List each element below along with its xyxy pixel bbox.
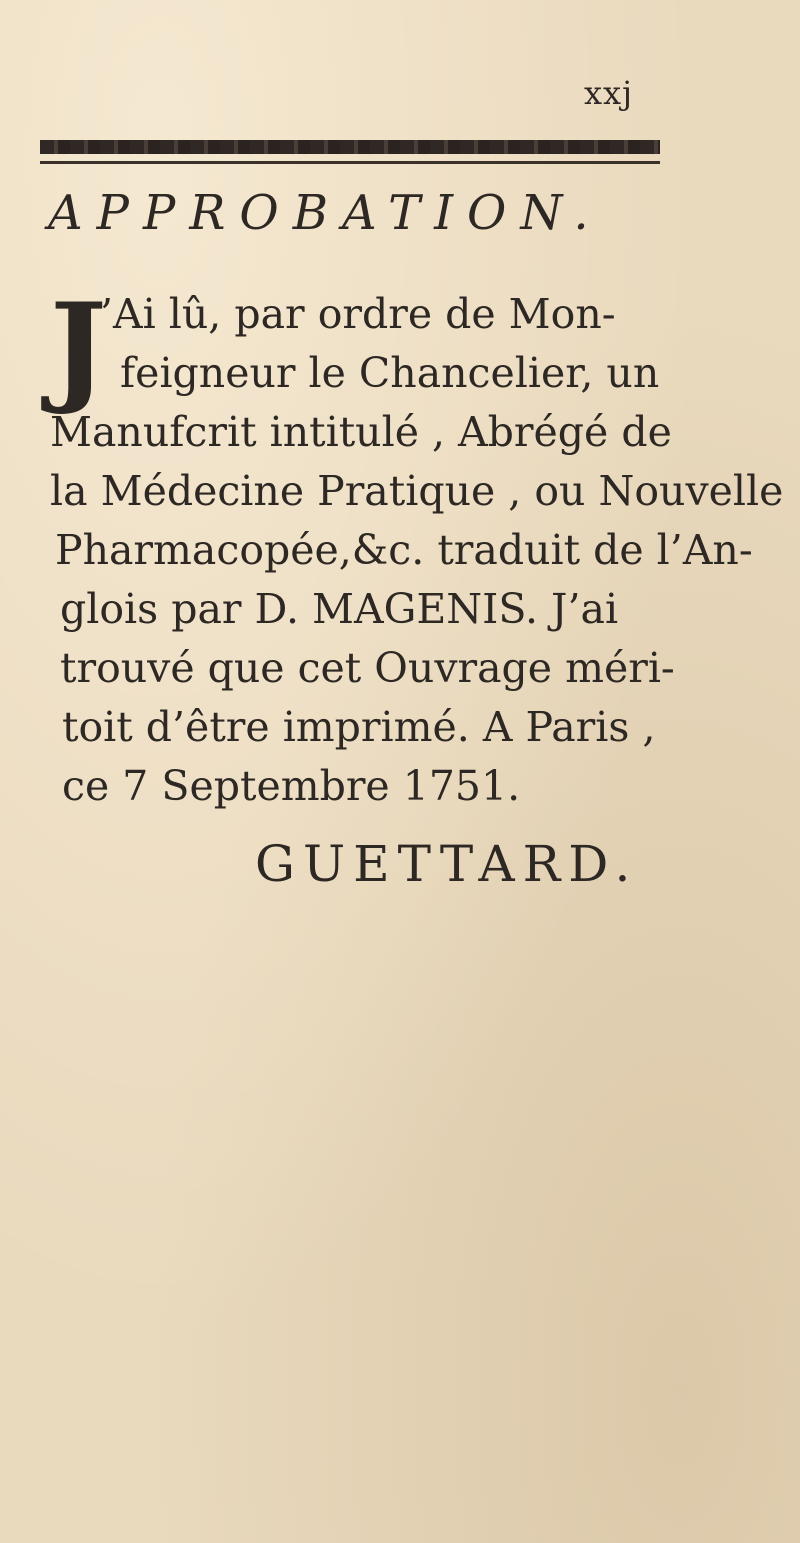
text-line: la Médecine Pratique , ou Nouvelle [50, 467, 784, 515]
ornamental-rule [40, 140, 660, 154]
text-line: feigneur le Chancelier, un [120, 349, 660, 397]
text-line: Pharmacopée,&c. traduit de l’An- [55, 526, 753, 574]
text-line: ’Ai lû, par ordre de Mon- [100, 290, 616, 338]
text-line: glois par D. MAGENIS. J’ai [60, 585, 619, 633]
text-line: toit d’être imprimé. A Paris , [62, 703, 656, 751]
text-line: Manufcrit intitulé , Abrégé de [50, 408, 672, 456]
page-heading: APPROBATION. [48, 185, 603, 241]
text-line: ce 7 Septembre 1751. [62, 762, 521, 810]
page-number: xxj [584, 74, 634, 112]
signature: GUETTARD. [255, 835, 639, 893]
drop-cap: J [50, 277, 107, 418]
divider-line [40, 161, 660, 164]
text-line: trouvé que cet Ouvrage méri- [60, 644, 675, 692]
